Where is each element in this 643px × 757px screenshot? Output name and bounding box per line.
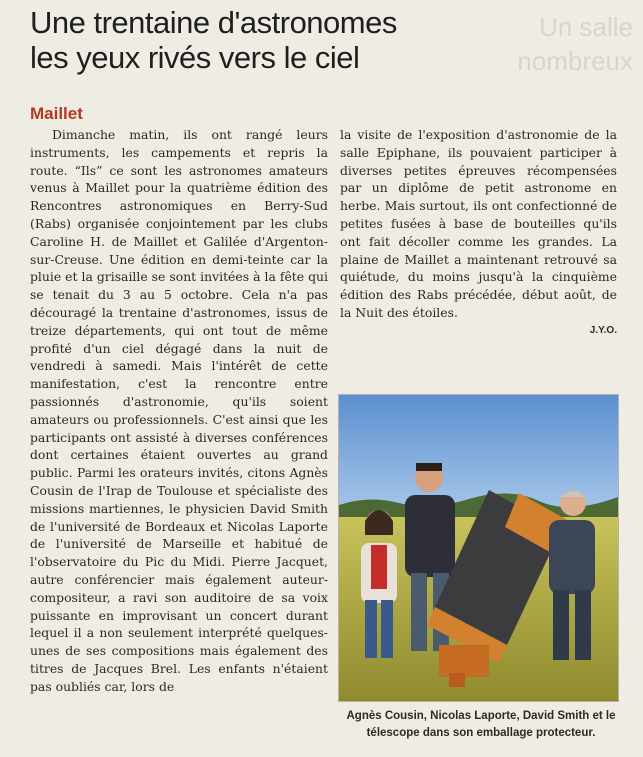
column-1-text: Dimanche matin, ils ont rangé leurs instruments, les campements et repris la route. “Ils” ce sont les astronomes amateurs venus à Maillet pour la quatrième édition des Rencontres astronomiques en Berry-Sud (Rabs) organisée conjointement par les clubs Caroline H. de Maillet et Galilée d'Argenton-sur-Creuse. Une édition en demi-teinte car la pluie et la grisaille se sont invitées à la fête qui se tenait du 3 au 5 octobre. Cela n'a pas découragé la trentaine d'astronomes, issus de treize départements, qui ont tout de même profité d'un ciel dégagé dans la nuit de vendredi à samedi. Mais l'intérêt de cette manifestation, c'est la rencontre entre passionnés d'astronomie, qu'ils soient amateurs ou professionnels. C'est ainsi que les participants ont assisté à diverses conférences dont certaines étaient ouvertes au grand public. Parmi les orateurs invités, citons Agnès Cousin de l'Irap de Toulouse et spécialiste des missions martiennes, le physicien David Smith de l'université de Bordeaux et Nicolas Laporte de l'université de Marseille et habitué de l'observatoire du Pic du Midi. Pierre Jacquet, autre conférencier mais également auteur-compositeur, a ravi son auditoire de sa voix puissante en improvisant un concert durant lequel il a non seulement interprété quelques-unes de ses compositions mais également des titres de Jacques Brel. Les enfants n'étaient pas oubliés car, lors de (30, 127, 328, 694)
article-photo (338, 394, 619, 702)
column-2-text: la visite de l'exposition d'astronomie de la salle Epiphane, ils pouvaient participer à diverses petites épreuves récompensées par un diplôme de petit astronome en herbe. Mais surtout, ils ont confectionné de petites fusées à base de bouteilles qu'ils ont fait décoller comme les grandes. La plaine de Maillet a maintenant retrouvé sa quiétude, du moins jusqu'à la cinquième édition des Rabs précédée, début août, de la Nuit des étoiles. (340, 127, 617, 320)
article-column-2 (340, 126, 617, 322)
article-column-1 (30, 126, 328, 696)
headline-line-1: Une trentaine d'astronomes (30, 5, 397, 40)
adjacent-article-headline: Un salle nombreux (517, 12, 633, 76)
article-headline (30, 5, 500, 75)
author-signature: J.Y.O. (589, 325, 617, 336)
photo-illustration (339, 395, 618, 701)
location-kicker: Maillet (30, 104, 83, 123)
headline-line-2: les yeux rivés vers le ciel (30, 40, 360, 75)
photo-caption: Agnès Cousin, Nicolas Laporte, David Smith et le télescope dans son emballage protecteur. (346, 710, 616, 739)
